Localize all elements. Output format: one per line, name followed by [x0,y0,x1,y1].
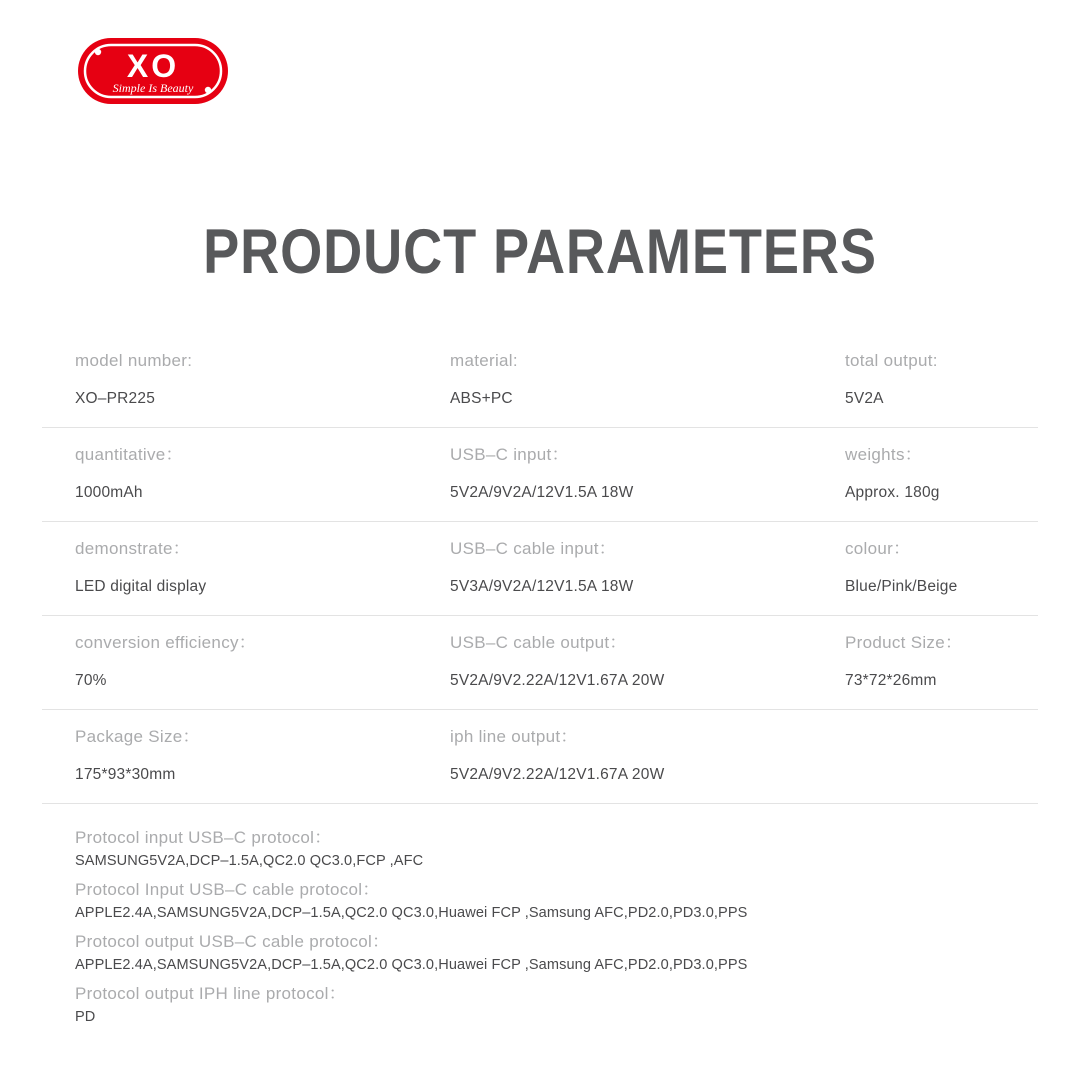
protocol-item-input-usbc-cable [75,877,1038,924]
spec-label: USB–C input： [450,445,569,464]
logo-brand-text: XO [126,48,180,84]
spec-cell-package-size [42,726,417,785]
spec-cell-material [417,350,812,409]
protocol-value: PD [75,1008,96,1025]
spec-cell-product-size [812,632,1038,691]
spec-cell-model-number [42,350,417,409]
spec-value: 5V2A [845,390,884,407]
spec-row [42,334,1038,428]
spec-value: 5V2A/9V2.22A/12V1.67A 20W [450,766,665,783]
spec-cell-demonstrate [42,538,417,597]
spec-value: 5V2A/9V2A/12V1.5A 18W [450,484,634,501]
spec-cell-quantitative [42,444,417,503]
spec-value: 5V3A/9V2A/12V1.5A 18W [450,578,634,595]
protocol-label: Protocol input USB–C protocol： [75,828,332,847]
spec-cell-usbc-cable-output [417,632,812,691]
spec-label: USB–C cable output： [450,633,627,652]
spec-label: demonstrate： [75,539,191,558]
spec-label: USB–C cable input： [450,539,617,558]
protocol-label: Protocol Input USB–C cable protocol： [75,880,380,899]
protocol-item-input-usbc [75,825,1038,872]
logo-dot-bottom-right [205,87,211,93]
protocol-value: APPLE2.4A,SAMSUNG5V2A,DCP–1.5A,QC2.0 QC3.0,Huawei FCP ,Samsung AFC,PD2.0,PD3.0,PPS [75,904,748,921]
protocol-section [42,820,1038,1028]
spec-label: weights： [845,445,923,464]
spec-label: conversion efficiency： [75,633,257,652]
spec-label: iph line output： [450,727,578,746]
protocol-label: Protocol output USB–C cable protocol： [75,932,390,951]
protocol-item-output-usbc-cable [75,929,1038,976]
spec-label: total output: [845,351,938,370]
spec-row [42,522,1038,616]
spec-table [42,334,1038,804]
spec-value: 175*93*30mm [75,766,176,783]
spec-value: XO–PR225 [75,390,156,407]
spec-cell-weights [812,444,1038,503]
spec-cell-conversion-efficiency [42,632,417,691]
spec-value: 1000mAh [75,484,143,501]
spec-label: Product Size： [845,633,963,652]
spec-cell-colour [812,538,1038,597]
spec-label: Package Size： [75,727,200,746]
protocol-item-output-iph-line [75,981,1038,1028]
spec-value: ABS+PC [450,390,513,407]
xo-logo [78,36,228,106]
xo-logo-graphic [78,36,228,106]
spec-row [42,616,1038,710]
spec-value: Approx. 180g [845,484,940,501]
protocol-label: Protocol output IPH line protocol： [75,984,347,1003]
protocol-value: SAMSUNG5V2A,DCP–1.5A,QC2.0 QC3.0,FCP ,AFC [75,852,424,869]
logo-tagline-text: Simple Is Beauty [112,81,194,95]
spec-value: 5V2A/9V2.22A/12V1.67A 20W [450,672,665,689]
logo-dot-top-left [95,49,101,55]
spec-value: Blue/Pink/Beige [845,578,958,595]
spec-label: model number: [75,351,193,370]
spec-cell-usbc-input [417,444,812,503]
spec-label: material: [450,351,518,370]
spec-cell-iph-line-output [417,726,812,785]
spec-row [42,710,1038,804]
spec-value: 70% [75,672,107,689]
spec-row [42,428,1038,522]
spec-label: quantitative： [75,445,183,464]
spec-value: 73*72*26mm [845,672,937,689]
page-title: PRODUCT PARAMETERS [203,217,877,287]
spec-cell-usbc-cable-input [417,538,812,597]
spec-cell-total-output [812,350,1038,409]
spec-cell-empty [812,726,1038,785]
spec-label: colour： [845,539,911,558]
spec-value: LED digital display [75,578,207,595]
protocol-value: APPLE2.4A,SAMSUNG5V2A,DCP–1.5A,QC2.0 QC3.0,Huawei FCP ,Samsung AFC,PD2.0,PD3.0,PPS [75,956,748,973]
